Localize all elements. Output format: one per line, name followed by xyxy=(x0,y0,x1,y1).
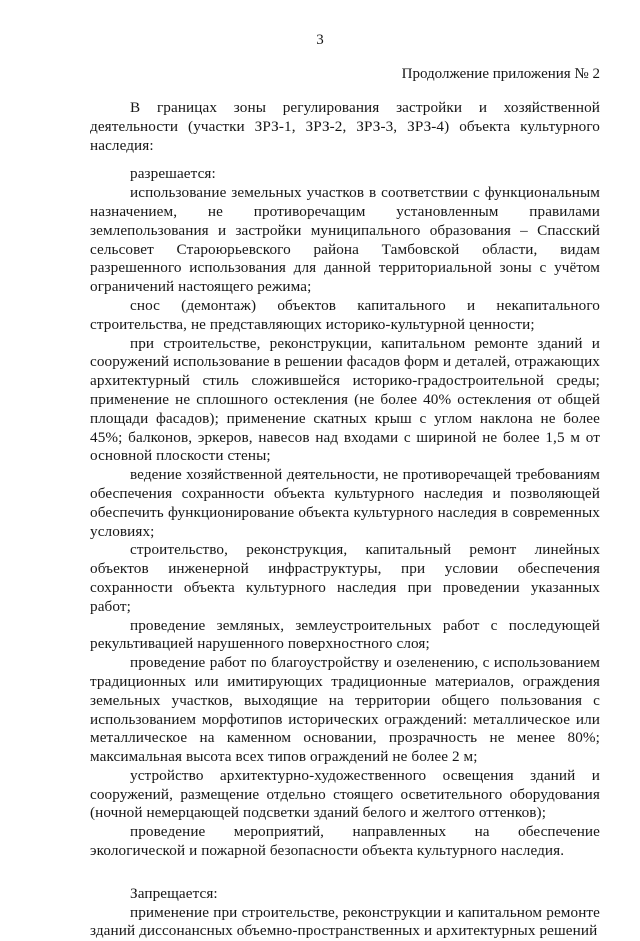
intro-paragraph: В границах зоны регулирования застройки и хозяйственной деятельности (участки ЗРЗ-1, ЗРЗ-2, ЗРЗ-3, ЗРЗ-4) объекта культурного наследия: xyxy=(90,99,600,154)
allowed-heading: разрешается: xyxy=(130,165,216,183)
allowed-item: проведение земляных, землеустроительных работ с последующей рекультивацией нарушенного поверхностного слоя; xyxy=(90,616,600,653)
forbidden-item: применение при строительстве, реконструкции и капитальном ремонте зданий диссонансных объемно-пространственных и архитектурных решений xyxy=(90,903,600,940)
allowed-item: при строительстве, реконструкции, капитальном ремонте зданий и сооружений использование в решении фасадов форм и деталей, отражающих архитектурный стиль сложившейся историко-градостроительной среды; применение не сплошного остекления (не более 40% остекления от общей площади фасадов); применение скатных крыш с углом наклона не более 45%; балконов, эркеров, навесов над входами с шириной не более 1,5 м от основной плоскости стены; xyxy=(90,334,600,465)
document-body xyxy=(90,99,600,941)
allowed-item: снос (демонтаж) объектов капитального и некапитального строительства, не представляющих историко-культурной ценности; xyxy=(90,296,600,333)
allowed-item: проведение мероприятий, направленных на обеспечение экологической и пожарной безопасности объекта культурного наследия. xyxy=(90,823,600,860)
forbidden-heading: Запрещается: xyxy=(130,884,218,902)
allowed-item: устройство архитектурно-художественного освещения зданий и сооружений, размещение отдельно стоящего осветительного оборудования (ночной немерцающей подсветки зданий белого и желтого оттенков); xyxy=(90,766,600,822)
allowed-item: использование земельных участков в соответствии с функциональным назначением, не противоречащим установленным правилами землепользования и застройки муниципального образования – Спасский сельсовет Староюрьевского района Тамбовской области, видам разрешенного использования для данной территориальной зоны с учётом ограничений настоящего режима; xyxy=(90,184,600,296)
allowed-item: проведение работ по благоустройству и озеленению, с использованием традиционных или имитирующих традиционные материалов, ограждения земельных участков, выходящие на территории общего пользования с использованием морфотипов исторических ограждений: металлическое или металлическое на каменном основании, прозрачность не менее 80%; максимальная высота всех типов ограждений не более 2 м; xyxy=(90,654,600,766)
allowed-item: ведение хозяйственной деятельности, не противоречащей требованиям обеспечения сохранности объекта культурного наследия и позволяющей обеспечить функционирование объекта культурного наследия в современных условиях; xyxy=(90,466,600,540)
spacer xyxy=(90,861,600,885)
page-number: 3 xyxy=(316,32,324,48)
allowed-item: строительство, реконструкция, капитальный ремонт линейных объектов инженерной инфраструктуры, при условии обеспечения сохранности объекта культурного наследия при проведении указанных работ; xyxy=(90,541,600,615)
spacer xyxy=(90,155,600,165)
appendix-title: Продолжение приложения № 2 xyxy=(401,66,600,82)
